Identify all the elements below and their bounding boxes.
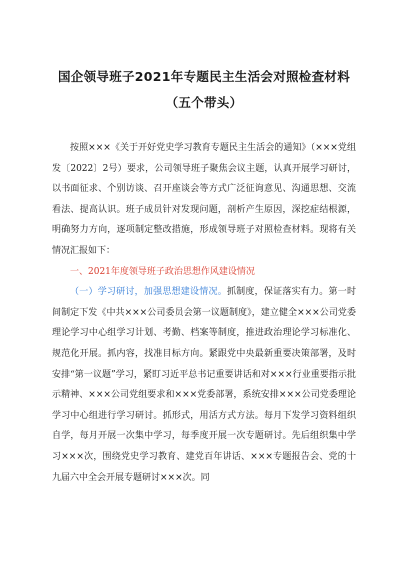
document-title: 国企领导班子2021年专题民主生活会对照检查材料（五个带头） [58, 69, 350, 110]
subsection-body: 抓制度，保证落实有力。第一时间制定下发《中共×××公司委员会第一议题制度》，建立健全×××公司党委理论学习中心组学习计划、考勤、档案等制度，推进政治理论学习标准化、规范化开展。抓内容，找准目标方向。紧跟党中央最新重要决策部署，及时安排“第一议题”学习，紧盯习近平总书记重要讲话和对×××行业重要指示批示精神、×××公司党组要求和×××党委部署，系统安排×××公司党委理论学习中心组进行学习研讨。抓形式，用活方式方法。每月下发学习资料组织自学，每月开展一次集中学习，每季度开展一次专题研讨。先后组织集中学习×××次，围绕党史学习教育、建党百年讲话、×××专题报告会、党的十九届六中全会开展专题研讨×××次。同 [52, 287, 356, 483]
subsection-paragraph [52, 282, 356, 488]
subsection-heading: （一）学习研讨，加强思想建设情况。 [70, 287, 227, 298]
intro-paragraph: 按照×××《关于开好党史学习教育专题民主生活会的通知》（×××党组发〔2022〕2号）要求，公司领导班子聚焦会议主题，认真开展学习研讨，以书面征求、个别访谈、召开座谈会等方式广泛征询意见、沟通思想、交流看法、提高认识。班子成员针对发现问题，剖析产生原因，深挖症结根源，明确努力方向，逐项制定整改措施，形成领导班子对照检查材料。现将有关情况汇报如下： [52, 143, 356, 256]
section-heading: 一、2021年度领导班子政治思想作风建设情况 [70, 266, 255, 277]
